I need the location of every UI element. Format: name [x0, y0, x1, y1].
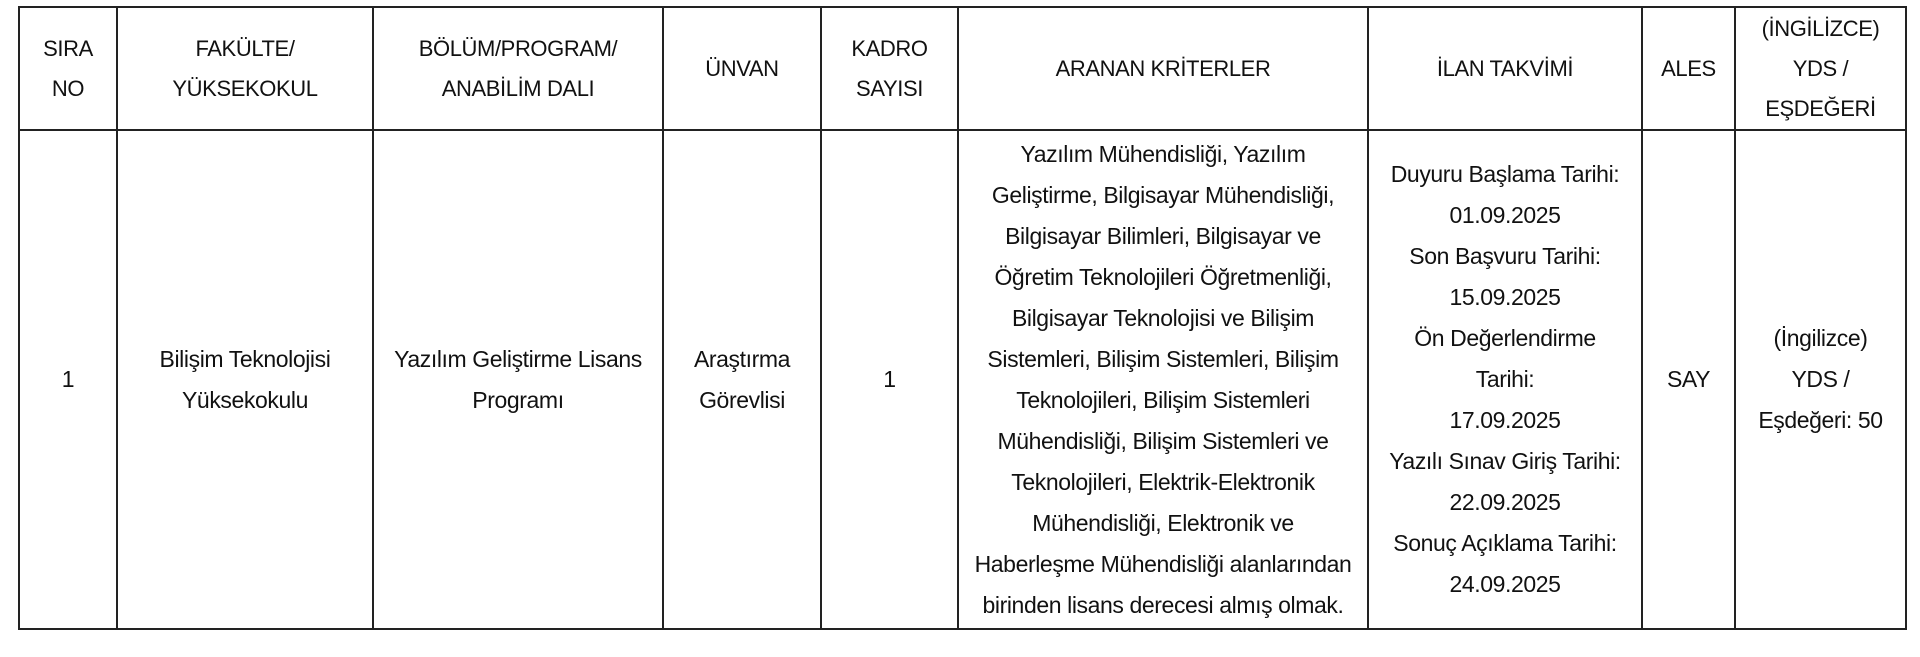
header-sira-no-line: SIRA: [43, 35, 93, 61]
header-unvan: [663, 7, 821, 130]
header-yds-line: EŞDEĞERİ: [1765, 95, 1876, 121]
kriter-text: [965, 133, 1361, 626]
cell-yds-line: (İngilizce): [1773, 325, 1868, 351]
cell-sira-no: [19, 130, 117, 629]
cell-sira-no-value: 1: [61, 366, 75, 392]
header-kriter: [958, 7, 1368, 130]
announcement-table: [18, 6, 1907, 630]
kriter-line: Teknolojileri, Bilişim Sistemleri: [1016, 387, 1310, 413]
kriter-line: Yazılım Mühendisliği, Yazılım: [1020, 141, 1306, 167]
header-ales: [1642, 7, 1735, 130]
takvim-line: Duyuru Başlama Tarihi:: [1390, 161, 1620, 187]
cell-yds-line: Eşdeğeri: 50: [1758, 407, 1883, 433]
cell-fakulte-line: Yüksekokulu: [181, 386, 308, 413]
takvim-line: 22.09.2025: [1449, 489, 1561, 515]
cell-ales-value: SAY: [1666, 366, 1711, 392]
table-row: [19, 130, 1906, 629]
cell-kriter: [958, 130, 1368, 629]
kriter-line: Bilgisayar Bilimleri, Bilgisayar ve: [1005, 223, 1321, 249]
header-fakulte-line: YÜKSEKOKUL: [172, 75, 318, 101]
header-row: [19, 7, 1906, 130]
takvim-line: Tarihi:: [1475, 366, 1535, 392]
header-unvan-line: ÜNVAN: [705, 55, 779, 81]
cell-kadro-value: 1: [883, 366, 896, 392]
header-yds: [1735, 7, 1906, 130]
cell-unvan-line: Araştırma: [693, 345, 791, 372]
takvim-line: Sonuç Açıklama Tarihi:: [1393, 530, 1617, 556]
header-kadro-line: SAYISI: [856, 75, 923, 101]
kriter-line: Mühendisliği, Bilişim Sistemleri ve: [997, 428, 1329, 454]
header-fakulte-line: FAKÜLTE/: [195, 35, 295, 61]
cell-yds: [1735, 130, 1906, 629]
takvim-line: Son Başvuru Tarihi:: [1409, 243, 1601, 269]
header-bolum: [373, 7, 663, 130]
takvim-line: 15.09.2025: [1449, 284, 1561, 310]
header-ales-line: ALES: [1661, 55, 1716, 81]
cell-bolum-line: Programı: [472, 386, 564, 413]
kriter-line: Bilgisayar Teknolojisi ve Bilişim: [1011, 305, 1315, 331]
kriter-line: Geliştirme, Bilgisayar Mühendisliği,: [991, 182, 1335, 208]
cell-unvan-line: Görevlisi: [699, 386, 785, 413]
header-fakulte: [117, 7, 373, 130]
header-takvim-line: İLAN TAKVİMİ: [1436, 55, 1574, 81]
cell-kadro: [821, 130, 958, 629]
takvim-line: Yazılı Sınav Giriş Tarihi:: [1389, 448, 1621, 474]
kriter-line: birinden lisans derecesi almış olmak.: [982, 592, 1344, 618]
cell-bolum-line: Yazılım Geliştirme Lisans: [394, 345, 642, 372]
header-sira-no-line: NO: [51, 75, 85, 101]
kriter-line: Sistemleri, Bilişim Sistemleri, Bilişim: [987, 346, 1339, 372]
takvim-line: 24.09.2025: [1449, 571, 1561, 597]
takvim-line: Ön Değerlendirme: [1414, 325, 1596, 351]
kriter-line: Teknolojileri, Elektrik-Elektronik: [1011, 469, 1315, 495]
kriter-line: Mühendisliği, Elektronik ve: [1032, 510, 1294, 536]
header-yds-line: YDS /: [1792, 55, 1849, 81]
header-kadro: [821, 7, 958, 130]
header-bolum-line: BÖLÜM/PROGRAM/: [418, 35, 618, 61]
cell-bolum: [373, 130, 663, 629]
takvim-line: 17.09.2025: [1449, 407, 1561, 433]
cell-yds-line: YDS /: [1791, 366, 1850, 392]
cell-fakulte: [117, 130, 373, 629]
header-bolum-line: ANABİLİM DALI: [441, 75, 595, 101]
header-takvim: [1368, 7, 1642, 130]
cell-takvim: [1368, 130, 1642, 629]
header-kadro-line: KADRO: [851, 35, 928, 61]
cell-fakulte-line: Bilişim Teknolojisi: [159, 345, 331, 372]
cell-unvan: [663, 130, 821, 629]
kriter-line: Öğretim Teknolojileri Öğretmenliği,: [994, 264, 1332, 290]
header-yds-line: (İNGİLİZCE): [1761, 15, 1880, 41]
header-sira-no: [19, 7, 117, 130]
cell-ales: [1642, 130, 1735, 629]
takvim-line: 01.09.2025: [1449, 202, 1561, 228]
kriter-line: Haberleşme Mühendisliği alanlarından: [974, 551, 1352, 577]
header-kriter-line: ARANAN KRİTERLER: [1055, 55, 1271, 81]
